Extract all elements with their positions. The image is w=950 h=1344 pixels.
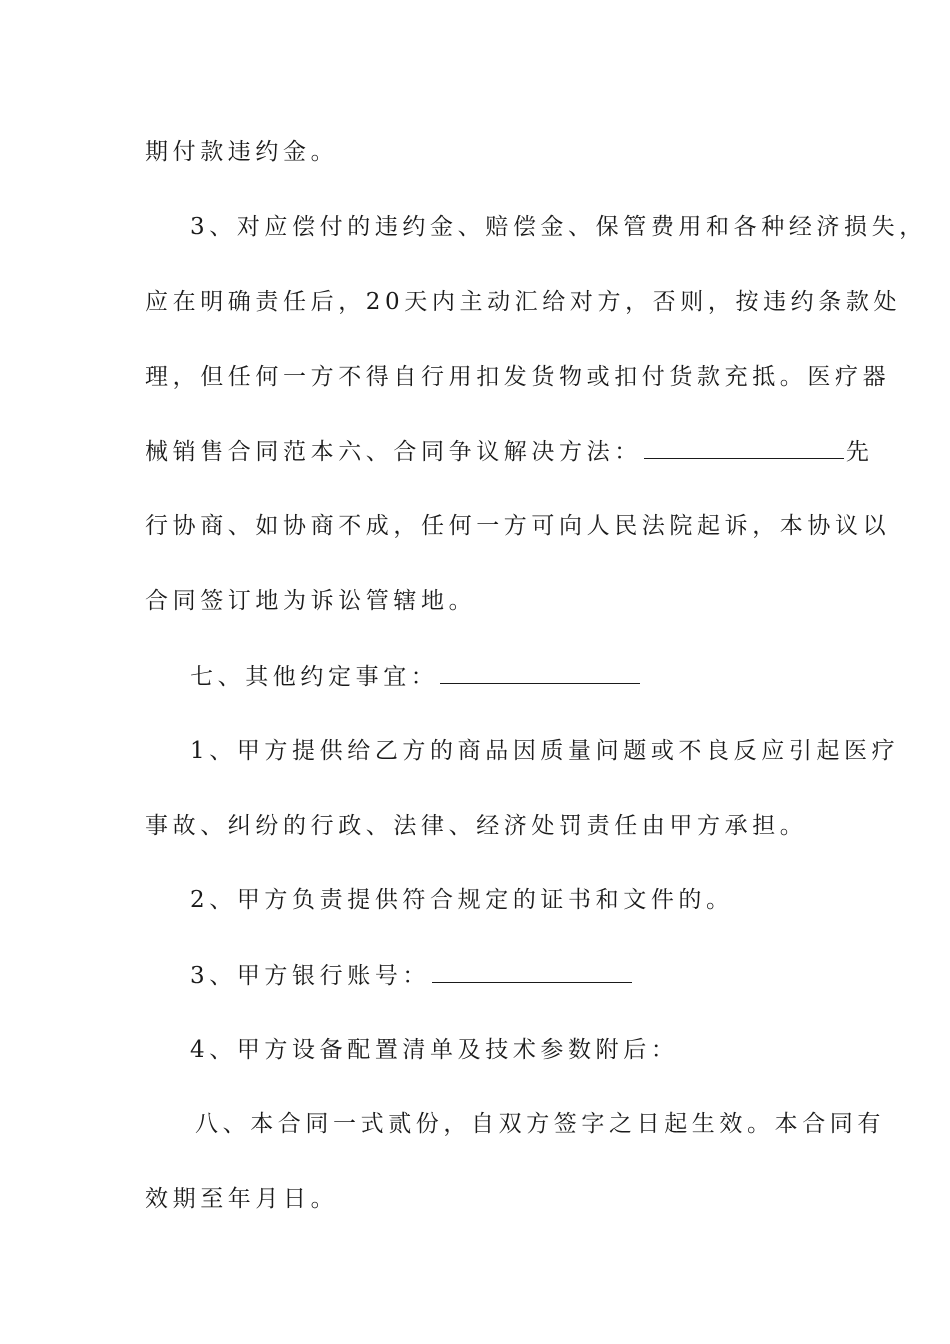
section-7-text: 七、其他约定事宜： xyxy=(190,664,439,690)
text-line-1: 期付款违约金。 xyxy=(145,139,339,165)
item-4-line: 4、甲方设备配置清单及技术参数附后： xyxy=(190,1037,679,1063)
item-1-line-1: 1、甲方提供给乙方的商品因质量问题或不良反应引起医疗 xyxy=(190,738,900,764)
section-6-tail: 先 xyxy=(845,439,874,465)
bank-account-blank[interactable] xyxy=(432,960,632,983)
section-6-text: 械销售合同范本六、合同争议解决方法： xyxy=(145,439,642,465)
section-6-line-3: 合同签订地为诉讼管辖地。 xyxy=(145,588,477,614)
clause-3-line-2: 应在明确责任后，20天内主动汇给对方，否则，按违约条款处 xyxy=(145,289,902,315)
item-1-line-2: 事故、纠纷的行政、法律、经济处罚责任由甲方承担。 xyxy=(145,813,808,839)
section-8-line-2: 效期至年月日。 xyxy=(145,1186,339,1212)
item-2-line: 2、甲方负责提供符合规定的证书和文件的。 xyxy=(190,887,734,913)
clause-3-line-1: 3、对应偿付的违约金、赔偿金、保管费用和各种经济损失， xyxy=(190,214,927,240)
section-8-line-1: 八、本合同一式贰份，自双方签字之日起生效。本合同有 xyxy=(195,1111,885,1137)
clause-3-line-3: 理，但任何一方不得自行用扣发货物或扣付货款充抵。医疗器 xyxy=(145,364,891,390)
section-6-line xyxy=(145,436,873,467)
section-7-heading xyxy=(190,661,642,692)
item-3-line xyxy=(190,960,634,991)
item-3-text: 3、甲方银行账号： xyxy=(190,963,431,989)
other-matters-blank[interactable] xyxy=(440,661,640,684)
section-6-line-2: 行协商、如协商不成，任何一方可向人民法院起诉，本协议以 xyxy=(145,513,891,539)
dispute-method-blank[interactable] xyxy=(644,436,844,459)
